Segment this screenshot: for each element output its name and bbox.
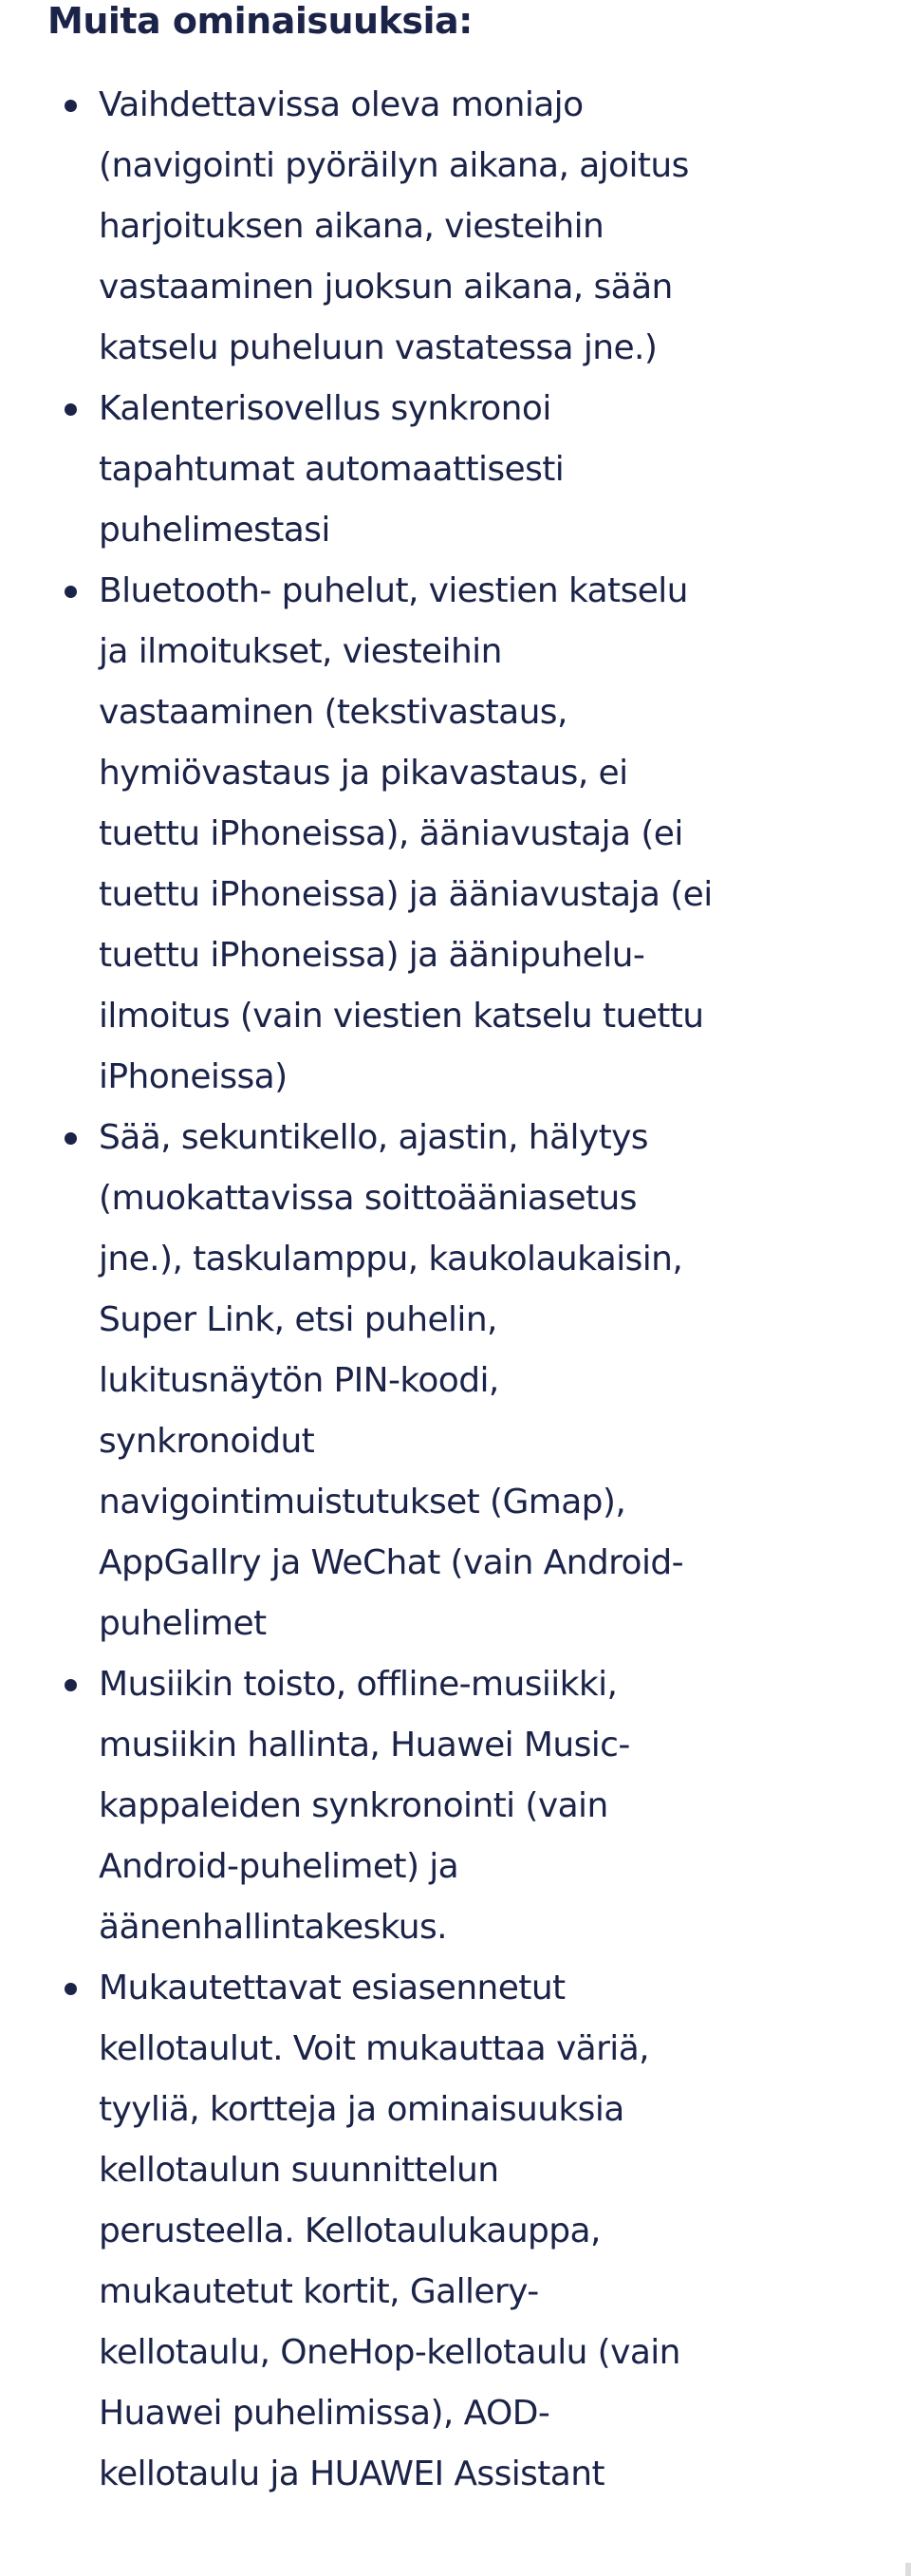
bullet-icon (65, 1983, 77, 1995)
list-item-text-line: tuettu iPhoneissa) ja ääniavustaja (ei (99, 875, 713, 914)
feature-list (0, 75, 911, 2505)
list-item (0, 379, 911, 561)
list-item-text-line: kellotaulu ja HUAWEI Assistant (99, 2455, 604, 2493)
list-item-text-line: Mukautettavat esiasennetut (99, 1969, 566, 2007)
list-item-text-line: mukautetut kortit, Gallery- (99, 2272, 539, 2311)
list-item-text-line: ja ilmoitukset, viesteihin (99, 632, 502, 671)
list-item-text-line: puhelimestasi (99, 511, 330, 550)
list-item-text-line: (navigointi pyöräilyn aikana, ajoitus (99, 146, 689, 185)
list-item-text-line: Sää, sekuntikello, ajastin, hälytys (99, 1118, 648, 1157)
list-item-text-line: synkronoidut (99, 1422, 315, 1461)
list-item-text-line: kellotaulun suunnittelun (99, 2151, 499, 2190)
list-item-text-line: harjoituksen aikana, viesteihin (99, 207, 604, 246)
section-heading: Muita ominaisuuksia: (47, 0, 473, 42)
list-item-text-line: vastaaminen (tekstivastaus, (99, 693, 567, 732)
list-item-text-line: katselu puheluun vastatessa jne.) (99, 328, 658, 367)
list-item-text-line: tyyliä, kortteja ja ominaisuuksia (99, 2090, 624, 2129)
list-item-text-line: Musiikin toisto, offline-musiikki, (99, 1665, 618, 1704)
list-item (0, 561, 911, 1108)
list-item-text-line: Vaihdettavissa oleva moniajo (99, 85, 584, 124)
list-item-text-line: iPhoneissa) (99, 1057, 288, 1096)
list-item-text-line: Huawei puhelimissa), AOD- (99, 2394, 550, 2433)
list-item-text-line: tuettu iPhoneissa), ääniavustaja (ei (99, 814, 683, 853)
list-item-text-line: jne.), taskulamppu, kaukolaukaisin, (99, 1240, 683, 1279)
scrollbar[interactable] (905, 2563, 911, 2576)
list-item-text-line: (muokattavissa soittoääniasetus (99, 1179, 637, 1218)
list-item-text-line: kappaleiden synkronointi (vain (99, 1786, 608, 1825)
list-item-text-line: vastaaminen juoksun aikana, sään (99, 268, 673, 307)
list-item (0, 75, 911, 379)
list-item-text-line: Kalenterisovellus synkronoi (99, 389, 551, 428)
list-item (0, 1958, 911, 2505)
list-item-text-line: navigointimuistutukset (Gmap), (99, 1483, 626, 1521)
list-item-text-line: kellotaulu, OneHop-kellotaulu (vain (99, 2333, 680, 2372)
list-item-text-line: AppGallry ja WeChat (vain Android- (99, 1543, 683, 1582)
list-item-text-line: kellotaulut. Voit mukauttaa väriä, (99, 2029, 650, 2068)
list-item-text-line: hymiövastaus ja pikavastaus, ei (99, 754, 628, 793)
list-item-text-line: puhelimet (99, 1604, 267, 1643)
list-item-text-line: lukitusnäytön PIN-koodi, (99, 1361, 499, 1400)
list-item-text-line: musiikin hallinta, Huawei Music- (99, 1726, 630, 1764)
bullet-icon (65, 1679, 77, 1691)
list-item-text-line: tapahtumat automaattisesti (99, 450, 565, 489)
list-item-text-line: äänenhallintakeskus. (99, 1908, 448, 1947)
list-item-text-line: Super Link, etsi puhelin, (99, 1300, 497, 1339)
list-item (0, 1654, 911, 1958)
list-item (0, 1108, 911, 1654)
list-item-text-line: tuettu iPhoneissa) ja äänipuhelu- (99, 936, 645, 975)
bullet-icon (65, 1132, 77, 1145)
list-item-text-line: Bluetooth- puhelut, viestien katselu (99, 571, 688, 610)
bullet-icon (65, 403, 77, 416)
list-item-text-line: perusteella. Kellotaulukauppa, (99, 2212, 601, 2250)
list-item-text-line: ilmoitus (vain viestien katselu tuettu (99, 997, 704, 1036)
list-item-text-line: Android-puhelimet) ja (99, 1847, 459, 1886)
bullet-icon (65, 586, 77, 598)
bullet-icon (65, 100, 77, 112)
